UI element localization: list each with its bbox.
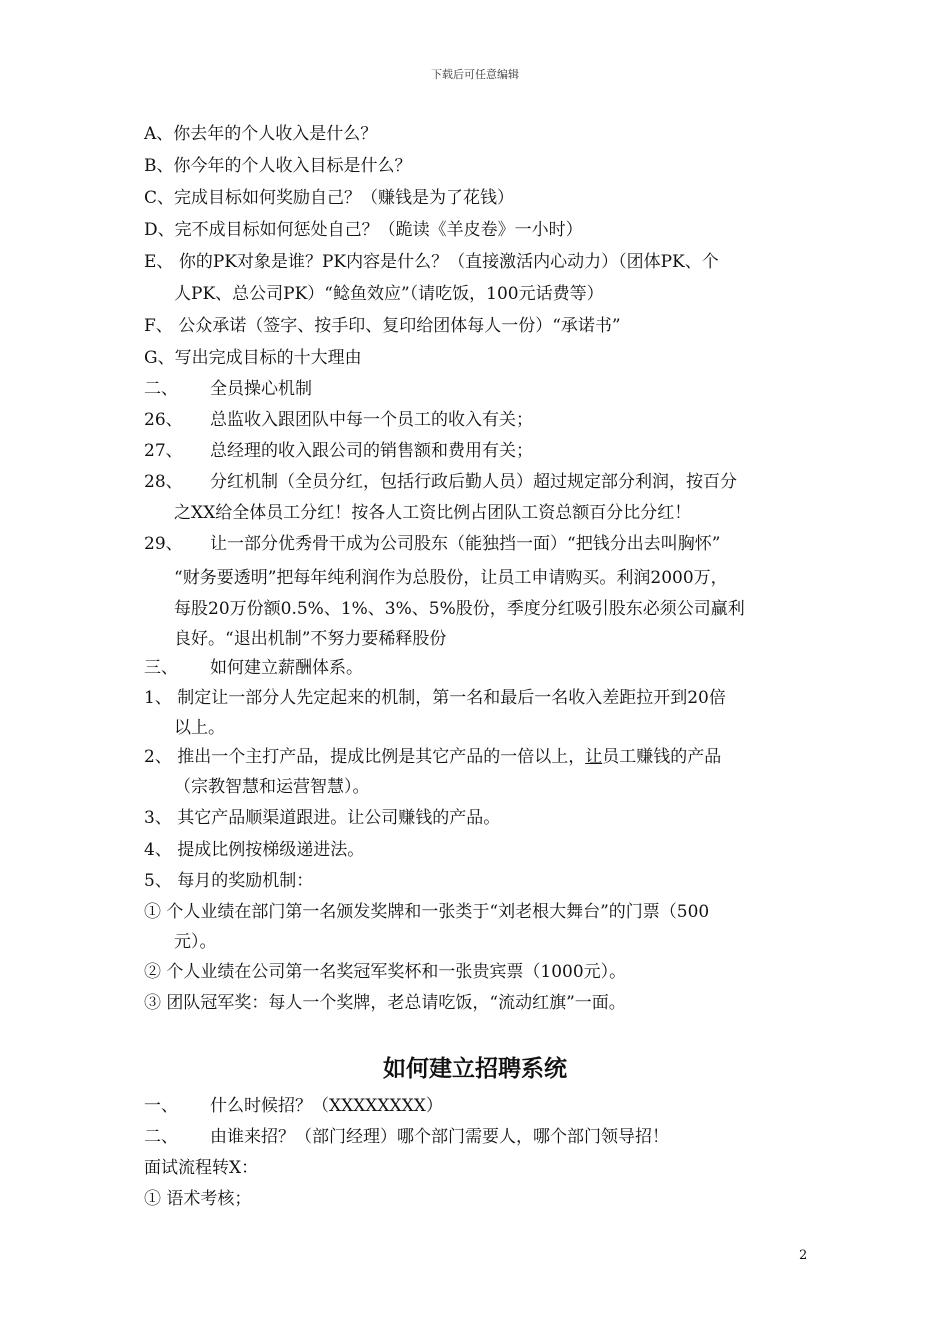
item-28-text: 分红机制（全员分红，包括行政后勤人员）超过规定部分利润，按百分 <box>210 472 737 492</box>
question-d: D、完不成目标如何惩处自己？（跪读《羊皮卷》一小时） <box>144 220 583 240</box>
recruit-item-2-number: 二、 <box>144 1127 178 1147</box>
item-27-text: 总经理的收入跟公司的销售额和费用有关； <box>210 441 533 461</box>
question-f: F、 公众承诺（签字、按手印、复印给团体每人一份）“承诺书” <box>144 316 621 336</box>
recruit-item-1-number: 一、 <box>144 1096 178 1116</box>
question-a: A、你去年的个人收入是什么？ <box>144 124 378 144</box>
item-28-number: 28、 <box>144 472 183 492</box>
item-29-number: 29、 <box>144 534 183 554</box>
circled-item-2: ② 个人业绩在公司第一名奖冠军奖杯和一张贵宾票（1000元）。 <box>144 962 627 982</box>
item-26 <box>144 405 824 435</box>
item-26-number: 26、 <box>144 410 183 430</box>
section-2-heading <box>144 374 824 404</box>
question-e: E、 你的PK对象是谁？PK内容是什么？（直接激活内心动力）（团体PK、个 <box>144 252 719 272</box>
circled-item-1: ① 个人业绩在部门第一名颁发奖牌和一张类于“刘老根大舞台”的门票（500 <box>144 902 710 922</box>
item-29-cont-2: 每股20万份额0.5%、1%、3%、5%股份，季度分红吸引股东必须公司赢利 <box>174 599 745 619</box>
section-3-number: 三、 <box>144 658 178 678</box>
interview-step-1: ① 语术考核； <box>144 1189 252 1209</box>
page-number: 2 <box>799 1248 808 1263</box>
question-e-cont: 人PK、总公司PK）“鲶鱼效应”（请吃饭，100元话费等） <box>174 284 604 304</box>
item-28 <box>144 467 824 497</box>
item-29-text: 让一部分优秀骨干成为公司股东（能独挡一面）“把钱分出去叫胸怀” <box>210 534 721 554</box>
circled-item-3: ③ 团队冠军奖：每人一个奖牌，老总请吃饭，“流动红旗”一面。 <box>144 993 626 1013</box>
list-item-2-pre: 2、 推出一个主打产品，提成比例是其它产品的一倍以上， <box>144 747 586 767</box>
item-27-number: 27、 <box>144 441 183 461</box>
list-item-1: 1、 制定让一部分人先定起来的机制，第一名和最后一名收入差距拉开到20倍 <box>144 688 726 708</box>
question-c: C、完成目标如何奖励自己？（赚钱是为了花钱） <box>144 188 515 208</box>
circled-item-1-cont: 元）。 <box>174 932 217 952</box>
item-27 <box>144 436 824 466</box>
list-item-5: 5、 每月的奖励机制： <box>144 871 314 891</box>
section-2-text: 全员操心机制 <box>210 379 312 399</box>
recruit-item-2-text: 由谁来招？（部门经理）哪个部门需要人，哪个部门领导招！ <box>210 1127 669 1147</box>
list-item-2-cont: （宗教智慧和运营智慧）。 <box>174 777 370 797</box>
section-3-text: 如何建立薪酬体系。 <box>210 658 363 678</box>
section-2-number: 二、 <box>144 379 178 399</box>
question-b: B、你今年的个人收入目标是什么？ <box>144 156 412 176</box>
item-28-cont: 之XX给全体员工分红！按各人工资比例占团队工资总额百分比分红！ <box>174 503 692 523</box>
page-header: 下载后可任意编辑 <box>431 68 519 81</box>
item-26-text: 总监收入跟团队中每一个员工的收入有关； <box>210 410 533 430</box>
recruit-item-1-text: 什么时候招？（XXXXXXXX） <box>210 1096 443 1116</box>
list-item-4: 4、 提成比例按梯级递进法。 <box>144 840 365 860</box>
interview-process: 面试流程转X： <box>144 1158 259 1178</box>
list-item-1-cont: 以上。 <box>174 718 225 738</box>
section-3-heading <box>144 653 824 683</box>
list-item-2 <box>144 742 824 772</box>
list-item-3: 3、 其它产品顺渠道跟进。让公司赚钱的产品。 <box>144 808 501 828</box>
list-item-2-underlined: 让 <box>585 747 603 767</box>
item-29 <box>144 529 824 559</box>
list-item-2-post: 员工赚钱的产品 <box>602 747 722 767</box>
item-29-cont-3: 良好。“退出机制”不努力要稀释股份 <box>174 629 447 649</box>
question-g: G、写出完成目标的十大理由 <box>144 348 362 368</box>
recruit-item-1 <box>144 1091 824 1121</box>
item-29-cont-1: “财务要透明”把每年纯利润作为总股份，让员工申请购买。利润2000万， <box>174 568 728 588</box>
recruit-item-2 <box>144 1122 824 1152</box>
section-title: 如何建立招聘系统 <box>383 1055 567 1082</box>
